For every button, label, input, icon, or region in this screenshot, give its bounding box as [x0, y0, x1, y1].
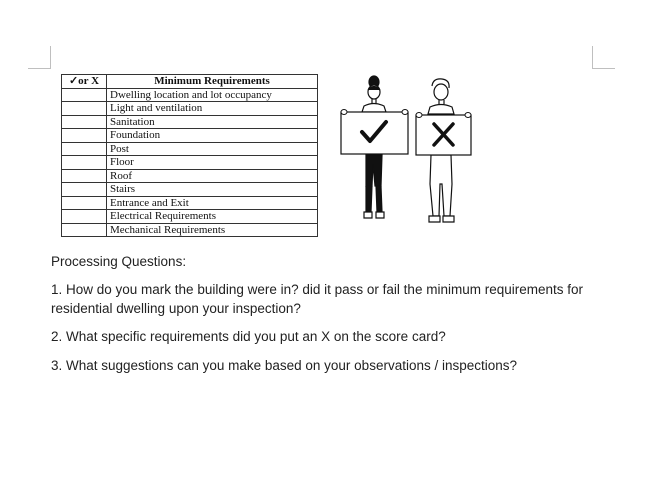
- question-2: 2. What specific requirements did you put an X on the score card?: [51, 329, 446, 344]
- table-header-row: [62, 75, 318, 89]
- requirement-cell: Dwelling location and lot occupancy: [107, 88, 318, 102]
- page-corner-mark-top-left: [28, 46, 51, 69]
- processing-questions-title: Processing Questions:: [51, 254, 187, 269]
- table-row: [62, 196, 318, 210]
- requirement-cell: Post: [107, 142, 318, 156]
- requirement-cell: Sanitation: [107, 115, 318, 129]
- table-row: [62, 183, 318, 197]
- requirement-cell: Entrance and Exit: [107, 196, 318, 210]
- check-cell[interactable]: [62, 223, 107, 237]
- table-row: [62, 115, 318, 129]
- people-holding-check-and-x-signs-illustration: [336, 74, 476, 234]
- check-cell[interactable]: [62, 210, 107, 224]
- check-cell[interactable]: [62, 129, 107, 143]
- requirement-cell: Light and ventilation: [107, 102, 318, 116]
- check-cell[interactable]: [62, 102, 107, 116]
- table-row: [62, 142, 318, 156]
- check-cell[interactable]: [62, 156, 107, 170]
- requirement-cell: Stairs: [107, 183, 318, 197]
- check-cell[interactable]: [62, 196, 107, 210]
- question-3: 3. What suggestions can you make based on your observations / inspections?: [51, 358, 518, 373]
- requirement-cell: Mechanical Requirements: [107, 223, 318, 237]
- x-sign: [416, 115, 471, 155]
- check-sign: [341, 112, 408, 154]
- table-row: [62, 88, 318, 102]
- check-cell[interactable]: [62, 88, 107, 102]
- check-cell[interactable]: [62, 115, 107, 129]
- page-corner-mark-top-right: [592, 46, 615, 69]
- requirements-column-header: Minimum Requirements: [107, 75, 318, 89]
- question-1: 1. How do you mark the building were in? did it pass or fail the minimum requirements for residential dwelling upon your inspection?: [51, 282, 583, 316]
- requirement-cell: Electrical Requirements: [107, 210, 318, 224]
- minimum-requirements-table: [61, 74, 318, 237]
- table-row: [62, 169, 318, 183]
- table-row: [62, 223, 318, 237]
- table-row: [62, 129, 318, 143]
- check-cell[interactable]: [62, 183, 107, 197]
- requirement-cell: Floor: [107, 156, 318, 170]
- check-cell[interactable]: [62, 169, 107, 183]
- check-column-header: ✓or X: [62, 75, 107, 89]
- requirement-cell: Roof: [107, 169, 318, 183]
- table-row: [62, 102, 318, 116]
- table-row: [62, 156, 318, 170]
- table-row: [62, 210, 318, 224]
- requirement-cell: Foundation: [107, 129, 318, 143]
- check-cell[interactable]: [62, 142, 107, 156]
